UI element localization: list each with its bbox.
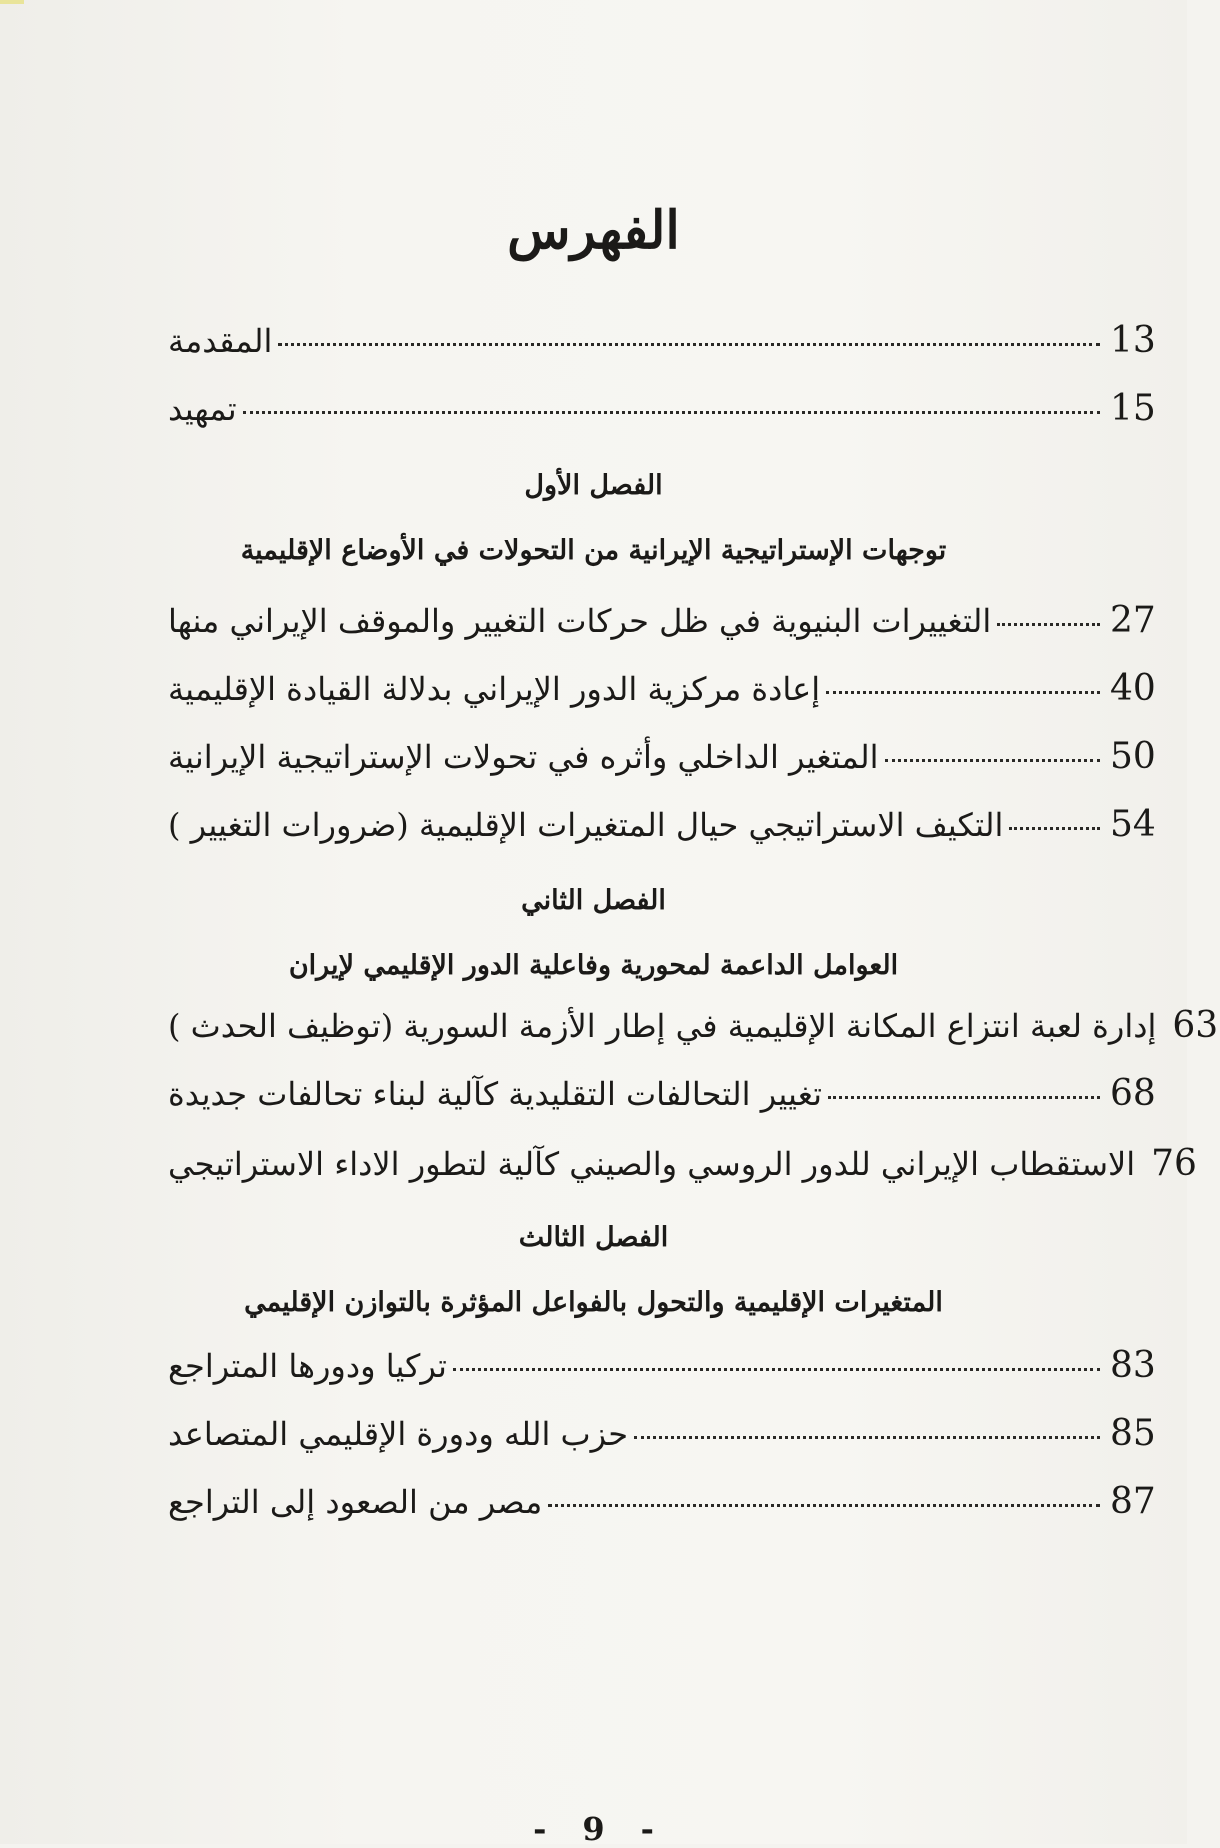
chapter-2-title: العوامل الداعمة لمحورية وفاعلية الدور الإقليمي لإيران [288,950,899,981]
dot-leader [997,622,1100,626]
toc-entry-page: 63 [1172,1005,1219,1046]
toc-entry-page: 85 [1110,1413,1156,1454]
toc-entry-label: التكيف الاستراتيجي حيال المتغيرات الإقليمية (ضرورات التغيير ) [168,806,1004,844]
toc-entry-page: 87 [1110,1481,1156,1522]
toc-entry-page: 40 [1110,668,1156,709]
toc-entry-label: إدارة لعبة انتزاع المكانة الإقليمية في إطار الأزمة السورية (توظيف الحدث ) [168,1007,1157,1045]
toc-entry-introduction[interactable] [168,320,1158,380]
toc-entry-page: 76 [1151,1143,1197,1184]
toc-entry[interactable] [168,1413,1158,1473]
folio-dash-left: - [533,1810,547,1848]
dot-leader [548,1503,1100,1507]
toc-entry-label: المتغير الداخلي وأثره في تحولات الإستراتيجية الإيرانية [168,738,879,776]
folio-dash-right: - [640,1810,654,1848]
toc-entry[interactable] [168,600,1158,660]
toc-entry-label: تمهيد [168,390,237,428]
dot-leader [278,342,1100,346]
dot-leader [885,758,1100,762]
dot-leader [243,410,1100,414]
page-title: الفهرس [507,200,680,261]
chapter-2-number: الفصل الثاني [521,885,666,916]
chapter-1-number: الفصل الأول [524,470,663,501]
dot-leader [634,1435,1100,1439]
toc-entry-page: 15 [1110,388,1156,429]
page-number-value: 9 [582,1810,605,1848]
chapter-3-title: المتغيرات الإقليمية والتحول بالفواعل المؤثرة بالتوازن الإقليمي [244,1287,943,1318]
toc-entry-page: 13 [1110,320,1156,361]
toc-entry[interactable] [168,804,1158,864]
toc-entry-page: 68 [1110,1073,1156,1114]
toc-entry-page: 83 [1110,1345,1156,1386]
toc-entry-page: 50 [1110,736,1156,777]
dot-leader [453,1367,1100,1371]
toc-entry-page: 54 [1110,804,1156,845]
toc-entry-label: مصر من الصعود إلى التراجع [168,1483,543,1521]
toc-entry[interactable] [168,1073,1158,1133]
toc-entry[interactable] [168,1143,1197,1203]
chapter-3-number: الفصل الثالث [518,1222,669,1253]
dot-leader [1009,826,1100,830]
toc-entry[interactable] [168,1005,1219,1065]
page-number [0,1810,1187,1848]
toc-entry-label: تركيا ودورها المتراجع [168,1347,447,1385]
toc-entry[interactable] [168,668,1158,728]
toc-entry-label: تغيير التحالفات التقليدية كآلية لبناء تحالفات جديدة [168,1075,823,1113]
toc-entry-preface[interactable] [168,388,1158,448]
toc-entry-label: إعادة مركزية الدور الإيراني بدلالة القيادة الإقليمية [168,670,821,708]
toc-entry[interactable] [168,736,1158,796]
toc-entry-label: التغييرات البنيوية في ظل حركات التغيير والموقف الإيراني منها [168,602,992,640]
dot-leader [828,1095,1100,1099]
chapter-1-title: توجهات الإستراتيجية الإيرانية من التحولات في الأوضاع الإقليمية [240,535,947,566]
page-corner-mark [0,0,24,4]
dot-leader [826,690,1100,694]
toc-entry-label: الاستقطاب الإيراني للدور الروسي والصيني كآلية لتطور الاداء الاستراتيجي [168,1145,1136,1183]
toc-entry[interactable] [168,1345,1158,1405]
toc-entry-page: 27 [1110,600,1156,641]
toc-entry-label: حزب الله ودورة الإقليمي المتصاعد [168,1415,629,1453]
toc-entry-label: المقدمة [168,322,273,360]
toc-entry[interactable] [168,1481,1158,1541]
